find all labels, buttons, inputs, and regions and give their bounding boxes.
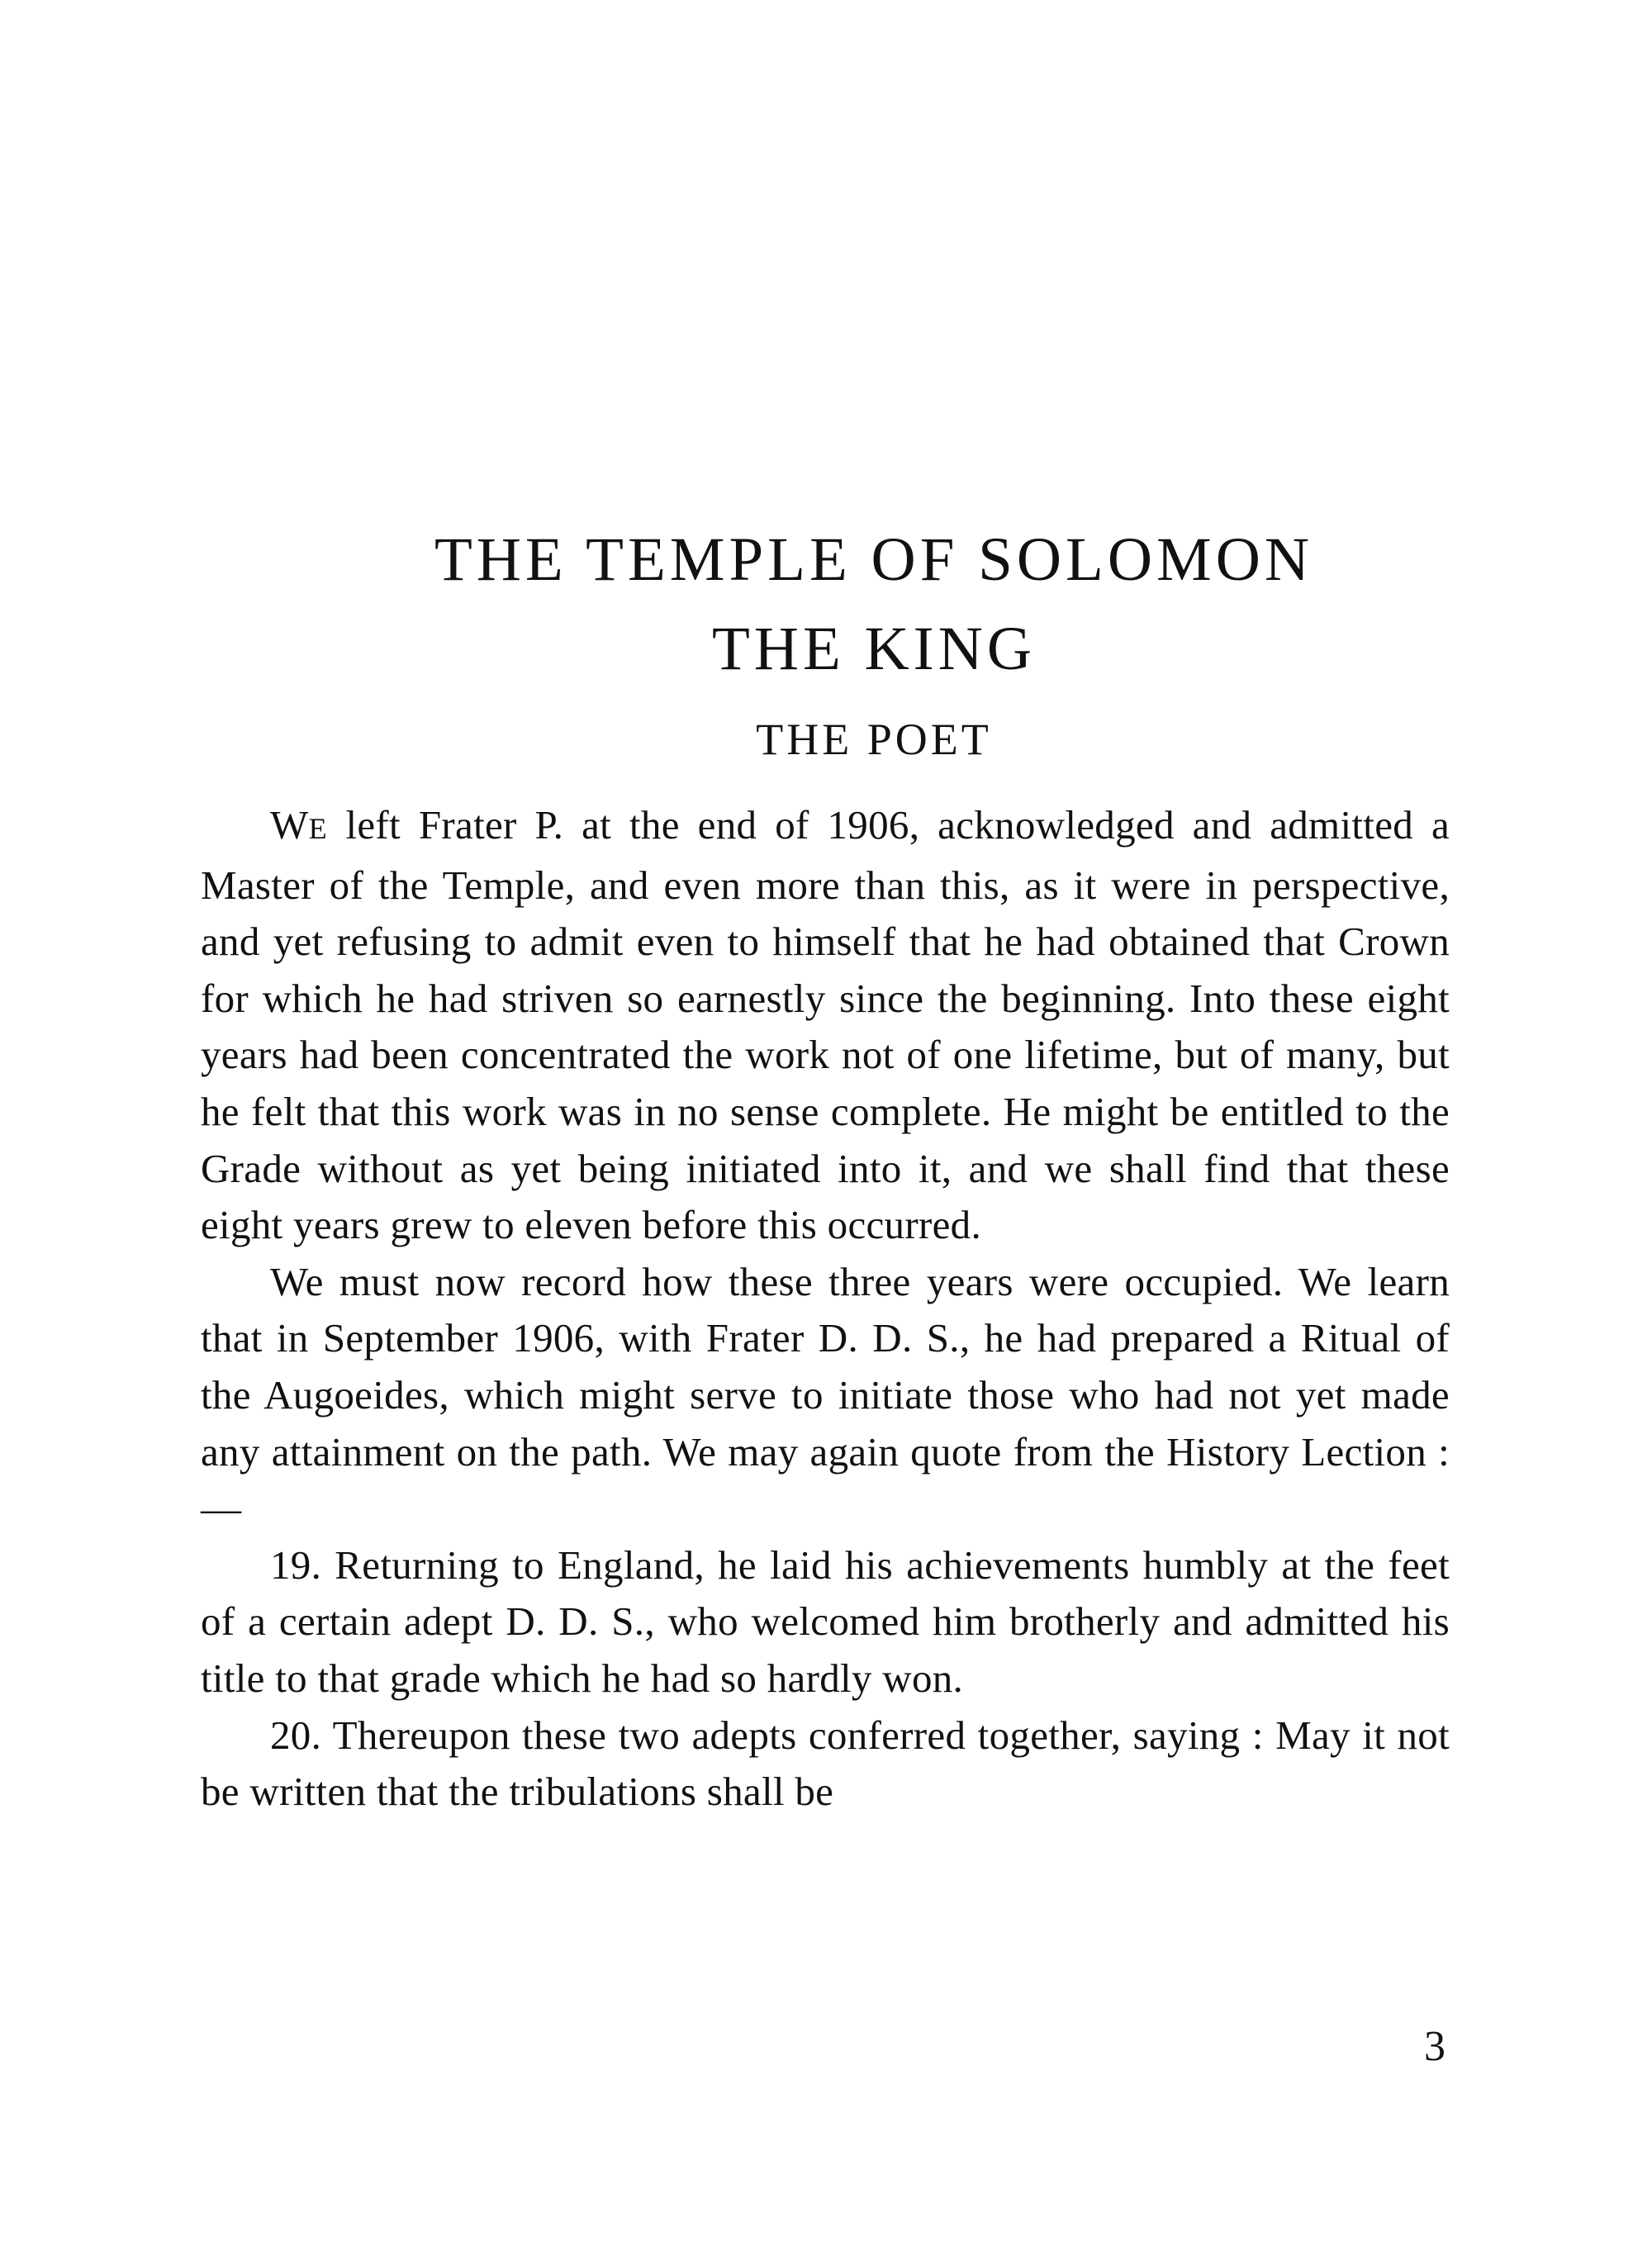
body-text — [201, 797, 1450, 1821]
drop-letter-w: W — [270, 802, 309, 848]
chapter-title-line-1: THE TEMPLE OF SOLOMON — [434, 525, 1314, 594]
small-cap-letter-e: E — [308, 812, 328, 845]
page-number: 3 — [1424, 2023, 1446, 2070]
paragraph-2: We must now record how these three years were occupied. We learn that in September 1906, with Frater D. D. S., he had prepared a Ritual of the Augoeides, which might serve to initiate those who had not yet made any attainment on the path. We may again quote from the History Lection :— — [201, 1258, 1450, 1532]
paragraph-4: 20. Thereupon these two adepts conferred together, saying : May it not be written that the tribulations shall be — [201, 1712, 1450, 1815]
paragraph-1 — [201, 797, 1450, 1254]
paragraph-3: 19. Returning to England, he laid his achievements humbly at the feet of a certain adept D. D. S., who welcomed him brotherly and admitted his title to that grade which he had so hardly won. — [201, 1541, 1450, 1701]
paragraph-1-text: left Frater P. at the end of 1906, acknowledged and admitted a Master of the Temple, and even more than this, as it were in perspective, and yet refusing to admit even to himself that he had obtained that Crown for which he had striven so earnestly since the beginning. Into these eight years had been concentrated the work not of one lifetime, but of many, but he felt that this work was in no sense complete. He might be entitled to the Grade without as yet being initiated into it, and we shall find that these eight years grew to eleven before this occurred. — [201, 802, 1450, 1248]
chapter-subtitle: THE POET — [756, 715, 992, 764]
chapter-title-line-2: THE KING — [711, 615, 1036, 683]
